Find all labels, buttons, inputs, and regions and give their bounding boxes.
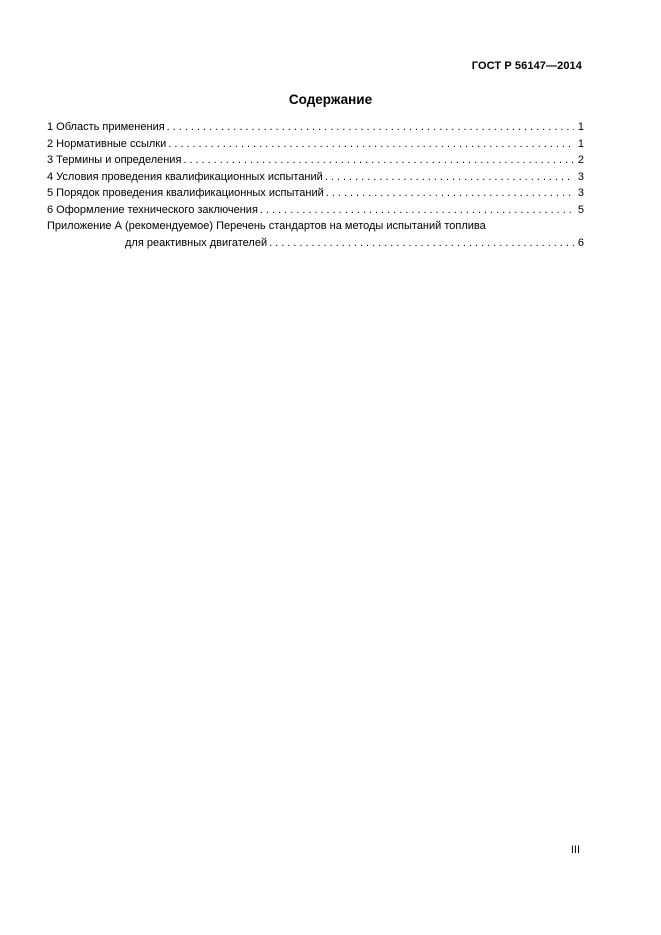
toc-leader-dots <box>183 152 573 169</box>
toc-entry-label: 4 Условия проведения квалификационных испытаний <box>47 170 323 183</box>
toc-entry-label: 1 Область применения <box>47 121 165 133</box>
toc-entry-page: 5 <box>577 203 584 216</box>
toc-entry-label: 6 Оформление технического заключения <box>47 203 258 216</box>
toc-entry-normative-references[interactable] <box>47 136 584 153</box>
toc-leader-dots <box>269 235 574 252</box>
toc-leader-dots <box>167 119 574 136</box>
toc-leader-dots <box>325 169 574 186</box>
toc-entry-page: 1 <box>577 121 584 133</box>
page-number: III <box>570 844 580 856</box>
toc-leader-dots <box>260 202 574 219</box>
toc-entry-page: 3 <box>577 187 584 199</box>
toc-entry-terms[interactable] <box>47 152 584 169</box>
toc-entry-appendix-a[interactable] <box>47 235 584 252</box>
toc-appendix-title-continuation: для реактивных двигателей <box>125 236 268 249</box>
toc-title: Содержание <box>288 92 373 107</box>
toc-entry-page: 2 <box>577 154 584 166</box>
toc-entry-page: 1 <box>577 137 584 150</box>
toc-entry-technical-conclusion[interactable] <box>47 202 584 219</box>
toc-appendix-title-line[interactable]: Приложение А (рекомендуемое) Перечень стандартов на методы испытаний топлива <box>47 220 486 232</box>
toc-entry-test-procedure[interactable] <box>47 185 584 202</box>
toc-entry-test-conditions[interactable] <box>47 169 584 186</box>
toc-entry-page: 3 <box>577 170 584 183</box>
toc-entry-scope[interactable] <box>47 119 584 136</box>
toc-leader-dots <box>326 185 574 202</box>
toc-entry-label: 5 Порядок проведения квалификационных испытаний <box>47 187 324 199</box>
toc-entry-label: 2 Нормативные ссылки <box>47 137 167 150</box>
toc-entry-page: 6 <box>577 236 584 249</box>
table-of-contents <box>47 119 584 251</box>
document-code: ГОСТ Р 56147—2014 <box>471 60 582 72</box>
toc-entry-label: 3 Термины и определения <box>47 154 182 166</box>
toc-leader-dots <box>168 136 574 153</box>
